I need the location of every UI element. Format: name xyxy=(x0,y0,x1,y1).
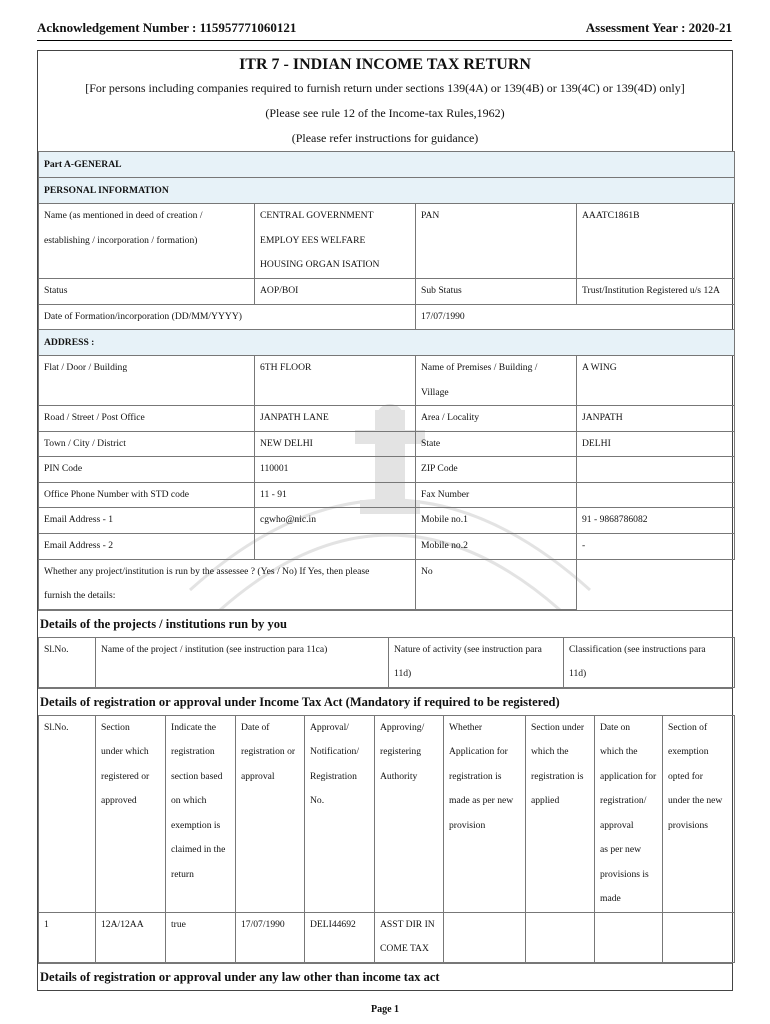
projects-columns xyxy=(38,637,735,688)
registration-cell: 17/07/1990 xyxy=(236,912,305,962)
status-label: Status xyxy=(39,279,255,305)
projects-col-name: Name of the project / institution (see instruction para 11ca) xyxy=(96,637,389,687)
formation-date-label: Date of Formation/incorporation (DD/MM/YYYY) xyxy=(39,304,416,330)
pin-label: PIN Code xyxy=(39,457,255,483)
zip-value xyxy=(577,457,735,483)
state-label: State xyxy=(416,431,577,457)
name-value: CENTRAL GOVERNMENT EMPLOY EES WELFARE HOUSING ORGAN ISATION xyxy=(255,204,416,279)
other-law-heading-table xyxy=(38,963,732,990)
formation-date-value: 17/07/1990 xyxy=(416,304,735,330)
registration-cell: 1 xyxy=(39,912,96,962)
registration-data-row xyxy=(39,912,735,962)
projects-col-classification: Classification (see instructions para 11d) xyxy=(564,637,735,687)
general-info-table xyxy=(38,151,735,610)
registration-col-header: Date on which the application for registration/ approval as per new provisions is made xyxy=(595,715,663,912)
form-subtitle-rule: (Please see rule 12 of the Income-tax Rules,1962) xyxy=(265,106,505,120)
registration-heading: Details of registration or approval under Income Tax Act (Mandatory if required to be registered) xyxy=(38,688,732,715)
registration-cell xyxy=(526,912,595,962)
pin-value: 110001 xyxy=(255,457,416,483)
projects-col-slno: Sl.No. xyxy=(39,637,96,687)
itr7-form xyxy=(37,50,733,991)
fax-value xyxy=(577,482,735,508)
registration-col-header: Section under which the registration is applied xyxy=(526,715,595,912)
registration-cell xyxy=(595,912,663,962)
road-value: JANPATH LANE xyxy=(255,406,416,432)
registration-col-header: Section of exemption opted for under the new provisions xyxy=(663,715,735,912)
name-label: Name (as mentioned in deed of creation / establishing / incorporation / formation) xyxy=(39,204,255,279)
project-question-spacer xyxy=(577,559,735,609)
area-value: JANPATH xyxy=(577,406,735,432)
email2-label: Email Address - 2 xyxy=(39,534,255,560)
mobile2-label: Mobile no.2 xyxy=(416,534,577,560)
town-value: NEW DELHI xyxy=(255,431,416,457)
projects-col-nature: Nature of activity (see instruction para 11d) xyxy=(389,637,564,687)
part-a-general-heading: Part A-GENERAL xyxy=(39,152,735,178)
mobile2-value: - xyxy=(577,534,735,560)
project-question-label: Whether any project/institution is run by the assessee ? (Yes / No) If Yes, then please furnish the details: xyxy=(39,559,416,609)
pan-label: PAN xyxy=(416,204,577,279)
projects-table xyxy=(38,610,732,637)
town-label: Town / City / District xyxy=(39,431,255,457)
registration-col-header: Approving/ registering Authority xyxy=(375,715,444,912)
sub-status-label: Sub Status xyxy=(416,279,577,305)
header-divider xyxy=(37,40,732,41)
registration-col-header: Whether Application for registration is made as per new provision xyxy=(444,715,526,912)
form-title: ITR 7 - INDIAN INCOME TAX RETURN xyxy=(239,56,531,73)
registration-col-header: Date of registration or approval xyxy=(236,715,305,912)
mobile1-label: Mobile no.1 xyxy=(416,508,577,534)
mobile1-value: 91 - 9868786082 xyxy=(577,508,735,534)
acknowledgement-number: Acknowledgement Number : 115957771060121 xyxy=(37,20,297,35)
phone-label: Office Phone Number with STD code xyxy=(39,482,255,508)
registration-cell: true xyxy=(166,912,236,962)
registration-col-header: Approval/ Notification/ Registration No. xyxy=(305,715,375,912)
zip-label: ZIP Code xyxy=(416,457,577,483)
email1-value: cgwho@nic.in xyxy=(255,508,416,534)
registration-heading-table xyxy=(38,688,732,715)
registration-cell: DELI44692 xyxy=(305,912,375,962)
email1-label: Email Address - 1 xyxy=(39,508,255,534)
pan-value: AAATC1861B xyxy=(577,204,735,279)
form-title-block xyxy=(38,51,732,151)
flat-label: Flat / Door / Building xyxy=(39,356,255,406)
assessment-year: Assessment Year : 2020-21 xyxy=(585,20,732,35)
registration-cell xyxy=(444,912,526,962)
registration-col-header: Section under which registered or approved xyxy=(96,715,166,912)
sub-status-value: Trust/Institution Registered u/s 12A xyxy=(577,279,735,305)
state-value: DELHI xyxy=(577,431,735,457)
form-subtitle-sections: [For persons including companies required to furnish return under sections 139(4A) or 139(4B) or 139(4C) or 139(4D) only] xyxy=(85,81,685,95)
page-number: Page 1 xyxy=(370,1004,400,1015)
premises-label: Name of Premises / Building / Village xyxy=(416,356,577,406)
registration-cell: ASST DIR IN COME TAX xyxy=(375,912,444,962)
email2-value xyxy=(255,534,416,560)
address-heading: ADDRESS : xyxy=(39,330,735,356)
registration-cell: 12A/12AA xyxy=(96,912,166,962)
registration-col-header: Indicate the registration section based on which exemption is claimed in the return xyxy=(166,715,236,912)
road-label: Road / Street / Post Office xyxy=(39,406,255,432)
flat-value: 6TH FLOOR xyxy=(255,356,416,406)
fax-label: Fax Number xyxy=(416,482,577,508)
form-subtitle-instructions: (Please refer instructions for guidance) xyxy=(291,131,479,145)
personal-information-heading: PERSONAL INFORMATION xyxy=(39,178,735,204)
registration-header-row xyxy=(39,715,735,912)
other-law-heading: Details of registration or approval under any law other than income tax act xyxy=(38,963,732,990)
registration-table xyxy=(38,715,735,963)
premises-value: A WING xyxy=(577,356,735,406)
registration-col-header: Sl.No. xyxy=(39,715,96,912)
area-label: Area / Locality xyxy=(416,406,577,432)
status-value: AOP/BOI xyxy=(255,279,416,305)
top-header-bar xyxy=(37,18,732,40)
phone-value: 11 - 91 xyxy=(255,482,416,508)
registration-cell xyxy=(663,912,735,962)
projects-heading: Details of the projects / institutions run by you xyxy=(38,610,732,637)
project-question-value: No xyxy=(416,559,577,609)
